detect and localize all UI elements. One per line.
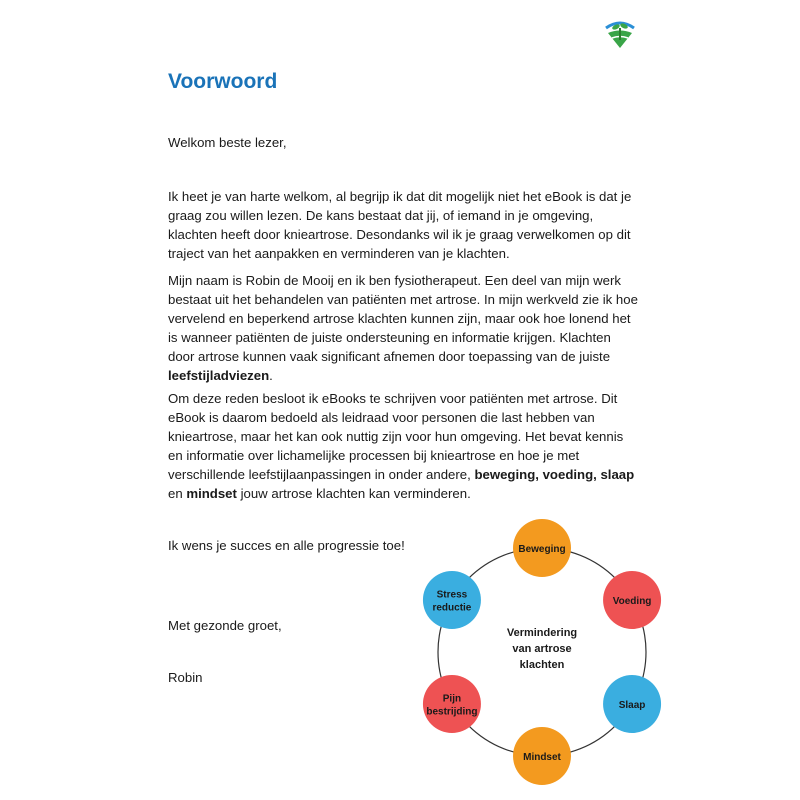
diagram-node-label: reductie — [432, 602, 472, 614]
logo-icon — [603, 16, 637, 50]
diagram-center-label: klachten — [519, 659, 565, 671]
lifestyle-cycle-diagram — [410, 510, 670, 800]
diagram-center-label: Vermindering — [506, 627, 578, 639]
paragraph-purpose-text: Om deze reden besloot ik eBooks te schrijven voor patiënten met artrose. Dit eBook is daarom bedoeld als leidraad voor personen die last hebben van knieartrose, maar het kan ook nuttig zijn voor hun omgeving. Het bevat kennis en informatie over lichamelijke processen bij knieartrose en hoe je met verschillende leefstijlaanpassingen in onder andere, — [168, 391, 624, 482]
page-title: Voorwoord — [168, 70, 278, 93]
diagram-node-label: Beweging — [518, 544, 566, 555]
paragraph-purpose-bold-1: beweging, voeding, slaap — [474, 467, 635, 482]
diagram-node-label: Pijn — [442, 693, 462, 705]
paragraph-about-text: Mijn naam is Robin de Mooij en ik ben fysiotherapeut. Een deel van mijn werk bestaat uit het behandelen van patiënten met artrose. In mijn werkveld zie ik hoe vervelend en beperkend artrose klachten kunnen zijn, maar ook hoe lonend het is wanneer patiënten de juiste ondersteuning en informatie krijgen. Klachten door artrose kunnen vaak significant afnemen door toepassing van de juiste — [168, 273, 638, 364]
diagram-node-label: Stress — [436, 589, 468, 601]
paragraph-about-end: . — [269, 368, 273, 383]
closing-wish: Ik wens je succes en alle progressie toe! — [168, 538, 405, 553]
diagram-node-label: Mindset — [523, 752, 561, 763]
diagram-node-voeding — [603, 571, 661, 629]
diagram-node-mindset — [513, 727, 571, 785]
diagram-node-slaap — [603, 675, 661, 733]
closing-regards: Met gezonde groet, — [168, 618, 282, 633]
diagram-node-beweging — [513, 519, 571, 577]
diagram-node-pijn-bestrijding — [423, 675, 481, 733]
diagram-node-label: Slaap — [618, 700, 646, 711]
diagram-node-label: Voeding — [612, 596, 652, 607]
cycle-svg — [410, 510, 670, 800]
diagram-node-stress-reductie — [423, 571, 481, 629]
paragraph-purpose-bold-2: mindset — [186, 486, 237, 501]
greeting: Welkom beste lezer, — [168, 135, 287, 150]
signature-name: Robin — [168, 670, 203, 685]
paragraph-purpose-end: jouw artrose klachten kan verminderen. — [236, 486, 471, 501]
paragraph-about-bold: leefstijladviezen — [168, 368, 270, 383]
paragraph-purpose-mid: en — [168, 486, 187, 501]
paragraph-intro: Ik heet je van harte welkom, al begrijp ik dat dit mogelijk niet het eBook is dat je graag zou willen lezen. De kans bestaat dat jij, of iemand in je omgeving, klachten heeft door knieartrose. Desondanks wil ik je graag verwelkomen op dit traject van het aanpakken en verminderen van je klachten. — [168, 189, 632, 261]
diagram-node-label: bestrijding — [426, 706, 478, 718]
paragraph-about — [168, 271, 638, 385]
paragraph-purpose — [168, 389, 638, 503]
diagram-center-label: van artrose — [512, 643, 572, 655]
